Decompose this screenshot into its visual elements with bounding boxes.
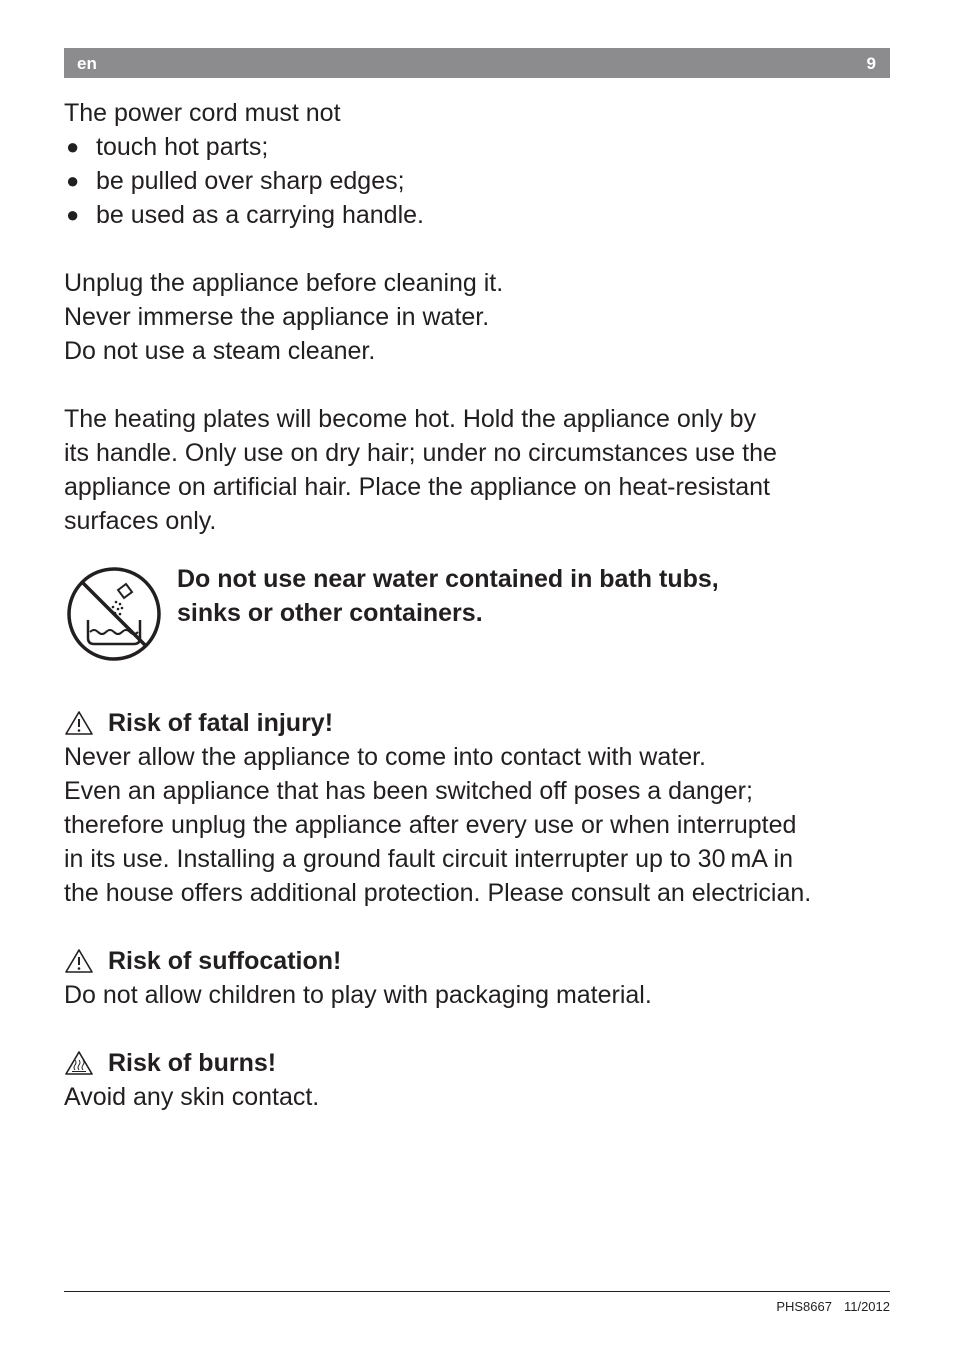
fatal-line: Even an appliance that has been switched off poses a danger; bbox=[64, 777, 753, 805]
burns-heading: Risk of burns! bbox=[64, 1046, 894, 1080]
heating-line: appliance on artificial hair. Place the appliance on heat-resistant bbox=[64, 473, 770, 501]
cleaning-line: Unplug the appliance before cleaning it. bbox=[64, 269, 504, 297]
fatal-line: the house offers additional protection. Please consult an electrician. bbox=[64, 879, 812, 907]
suffocation-heading: Risk of suffocation! bbox=[64, 944, 894, 978]
burns-line: Avoid any skin contact. bbox=[64, 1083, 320, 1111]
bullet-icon: ● bbox=[66, 168, 80, 193]
language-code: en bbox=[77, 54, 97, 73]
footer-divider bbox=[64, 1291, 890, 1292]
cleaning-line: Do not use a steam cleaner. bbox=[64, 337, 376, 365]
bullet-icon: ● bbox=[66, 134, 80, 159]
fatal-line: in its use. Installing a ground fault circuit interrupter up to 30 mA in bbox=[64, 845, 794, 873]
heating-line: The heating plates will become hot. Hold the appliance only by bbox=[64, 405, 757, 433]
warning-triangle-icon bbox=[64, 710, 94, 736]
fatal-line: Never allow the appliance to come into contact with water. bbox=[64, 743, 707, 771]
bullet-icon: ● bbox=[66, 202, 80, 227]
footer bbox=[776, 1299, 890, 1314]
water-warning-text: Do not use near water contained in bath tubs, sinks or other containers. bbox=[177, 565, 719, 627]
fatal-injury-heading: Risk of fatal injury! bbox=[64, 706, 894, 740]
footer-model: PHS8667 bbox=[776, 1299, 832, 1314]
heating-line: its handle. Only use on dry hair; under no circumstances use the bbox=[64, 439, 777, 467]
no-water-near-bath-icon bbox=[66, 566, 162, 662]
list-item: ● be used as a carrying handle. bbox=[64, 198, 894, 232]
header-bar bbox=[64, 48, 890, 78]
list-item: ● be pulled over sharp edges; bbox=[64, 164, 894, 198]
hot-surface-icon bbox=[64, 1050, 94, 1076]
footer-date: 11/2012 bbox=[843, 1299, 890, 1314]
warning-triangle-icon bbox=[64, 948, 94, 974]
list-item: ● touch hot parts; bbox=[64, 130, 894, 164]
heating-line: surfaces only. bbox=[64, 507, 217, 535]
page-content bbox=[64, 96, 894, 1114]
water-warning bbox=[64, 565, 894, 672]
cleaning-line: Never immerse the appliance in water. bbox=[64, 303, 490, 331]
page-number: 9 bbox=[866, 54, 876, 73]
suffocation-line: Do not allow children to play with packaging material. bbox=[64, 981, 652, 1009]
cord-list bbox=[64, 130, 894, 232]
fatal-line: therefore unplug the appliance after every use or when interrupted bbox=[64, 811, 797, 839]
cord-intro: The power cord must not bbox=[64, 99, 341, 127]
